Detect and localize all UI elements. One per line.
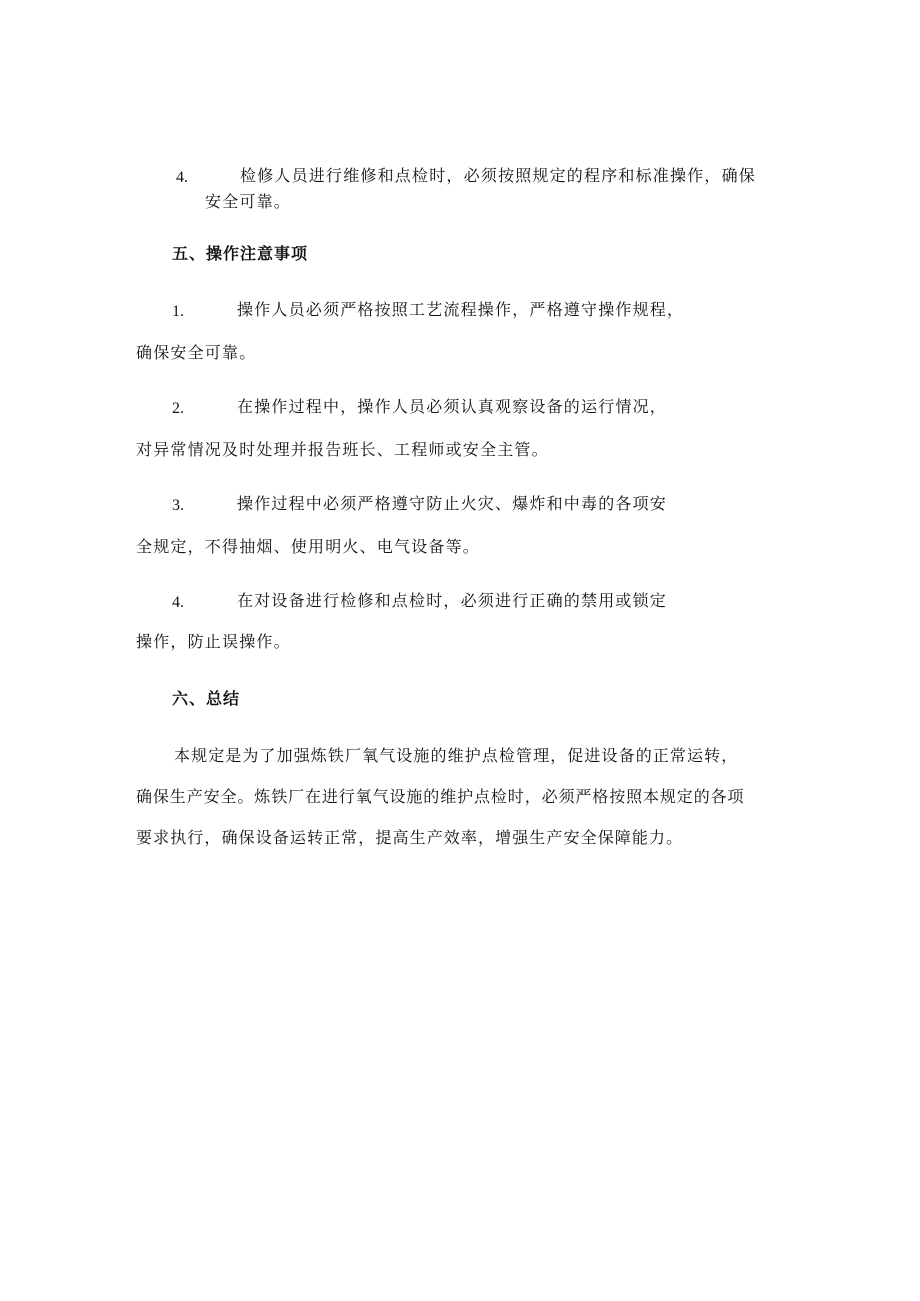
- summary-line-2: 确保生产安全。炼铁厂在进行氧气设施的维护点检时，必须严格按照本规定的各项: [136, 787, 745, 806]
- item-line-1: 操作过程中必须严格遵守防止火灾、爆炸和中毒的各项安: [237, 494, 668, 513]
- item-line-2: 全规定，不得抽烟、使用明火、电气设备等。: [136, 537, 481, 556]
- item-number: 1.: [172, 303, 184, 320]
- section-5-heading: 五、操作注意事项: [172, 244, 309, 263]
- item-line-2: 确保安全可靠。: [136, 343, 257, 362]
- item-line-1: 在对设备进行检修和点检时，必须进行正确的禁用或锁定: [237, 591, 668, 610]
- item-line-2: 对异常情况及时处理并报告班长、工程师或安全主管。: [136, 440, 549, 459]
- prev-item-line-1: 检修人员进行维修和点检时，必须按照规定的程序和标准操作，确保: [240, 166, 757, 185]
- section-6-heading: 六、总结: [172, 689, 241, 708]
- prev-item-line-2: 安全可靠。: [205, 192, 292, 211]
- item-line-1: 在操作过程中，操作人员必须认真观察设备的运行情况，: [237, 397, 668, 416]
- item-line-1: 操作人员必须严格按照工艺流程操作，严格遵守操作规程，: [237, 300, 685, 319]
- item-number: 2.: [172, 400, 184, 417]
- summary-line-1: 本规定是为了加强炼铁厂氧气设施的维护点检管理，促进设备的正常运转，: [174, 746, 739, 765]
- prev-item-number: 4.: [176, 169, 188, 186]
- item-line-2: 操作，防止误操作。: [136, 632, 291, 651]
- summary-line-3: 要求执行，确保设备运转正常，提高生产效率，增强生产安全保障能力。: [136, 828, 684, 847]
- item-number: 4.: [172, 594, 184, 611]
- item-number: 3.: [172, 497, 184, 514]
